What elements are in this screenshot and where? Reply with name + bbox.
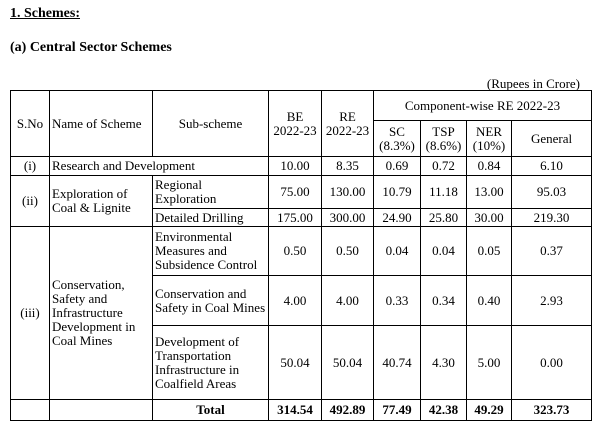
total-sc: 77.49 bbox=[374, 400, 421, 421]
total-empty-cell bbox=[11, 400, 50, 421]
row-ner: 0.05 bbox=[467, 227, 512, 276]
row-general: 219.30 bbox=[512, 209, 592, 227]
total-be: 314.54 bbox=[269, 400, 322, 421]
header-re: RE 2022-23 bbox=[322, 91, 374, 157]
header-sno: S.No bbox=[11, 91, 50, 157]
row-tsp: 0.04 bbox=[421, 227, 467, 276]
row-sc: 0.04 bbox=[374, 227, 421, 276]
header-be: BE 2022-23 bbox=[269, 91, 322, 157]
row-ner: 0.84 bbox=[467, 157, 512, 176]
schemes-table bbox=[10, 90, 592, 421]
row-general: 0.00 bbox=[512, 326, 592, 400]
row-be: 175.00 bbox=[269, 209, 322, 227]
row-subscheme: Environmental Measures and Subsidence Control bbox=[153, 227, 269, 276]
subsection-heading: (a) Central Sector Schemes bbox=[10, 40, 172, 55]
row-sc: 0.69 bbox=[374, 157, 421, 176]
row-tsp: 4.30 bbox=[421, 326, 467, 400]
total-re: 492.89 bbox=[322, 400, 374, 421]
row-general: 95.03 bbox=[512, 176, 592, 209]
table-row bbox=[11, 157, 592, 176]
row-general: 6.10 bbox=[512, 157, 592, 176]
row-scheme-name: Conservation, Safety and Infrastructure Development in Coal Mines bbox=[50, 227, 153, 400]
row-tsp: 25.80 bbox=[421, 209, 467, 227]
row-ner: 13.00 bbox=[467, 176, 512, 209]
row-re: 50.04 bbox=[322, 326, 374, 400]
row-ner: 5.00 bbox=[467, 326, 512, 400]
row-subscheme: Conservation and Safety in Coal Mines bbox=[153, 276, 269, 326]
total-row bbox=[11, 400, 592, 421]
row-ner: 0.40 bbox=[467, 276, 512, 326]
header-tsp: TSP (8.6%) bbox=[421, 121, 467, 157]
row-sno: (i) bbox=[11, 157, 50, 176]
row-subscheme: Detailed Drilling bbox=[153, 209, 269, 227]
row-be: 4.00 bbox=[269, 276, 322, 326]
row-general: 2.93 bbox=[512, 276, 592, 326]
row-re: 300.00 bbox=[322, 209, 374, 227]
header-name: Name of Scheme bbox=[50, 91, 153, 157]
row-sno: (iii) bbox=[11, 227, 50, 400]
row-be: 75.00 bbox=[269, 176, 322, 209]
row-re: 4.00 bbox=[322, 276, 374, 326]
row-general: 0.37 bbox=[512, 227, 592, 276]
unit-note: (Rupees in Crore) bbox=[486, 76, 580, 91]
row-re: 0.50 bbox=[322, 227, 374, 276]
row-sc: 0.33 bbox=[374, 276, 421, 326]
total-tsp: 42.38 bbox=[421, 400, 467, 421]
total-label: Total bbox=[153, 400, 269, 421]
table-row bbox=[11, 176, 592, 209]
row-tsp: 0.34 bbox=[421, 276, 467, 326]
row-re: 130.00 bbox=[322, 176, 374, 209]
row-scheme-name: Research and Development bbox=[50, 157, 269, 176]
row-sc: 24.90 bbox=[374, 209, 421, 227]
header-sc: SC (8.3%) bbox=[374, 121, 421, 157]
row-re: 8.35 bbox=[322, 157, 374, 176]
header-ner: NER (10%) bbox=[467, 121, 512, 157]
header-component: Component-wise RE 2022-23 bbox=[374, 91, 592, 121]
row-be: 0.50 bbox=[269, 227, 322, 276]
total-general: 323.73 bbox=[512, 400, 592, 421]
row-sno: (ii) bbox=[11, 176, 50, 227]
row-be: 50.04 bbox=[269, 326, 322, 400]
total-empty-cell bbox=[50, 400, 153, 421]
row-subscheme: Regional Exploration bbox=[153, 176, 269, 209]
row-subscheme: Development of Transportation Infrastructure in Coalfield Areas bbox=[153, 326, 269, 400]
header-subscheme: Sub-scheme bbox=[153, 91, 269, 157]
section-heading: 1. Schemes: bbox=[10, 6, 80, 21]
row-ner: 30.00 bbox=[467, 209, 512, 227]
row-scheme-name: Exploration of Coal & Lignite bbox=[50, 176, 153, 227]
table-row bbox=[11, 227, 592, 276]
header-general: General bbox=[512, 121, 592, 157]
row-tsp: 0.72 bbox=[421, 157, 467, 176]
row-sc: 10.79 bbox=[374, 176, 421, 209]
row-be: 10.00 bbox=[269, 157, 322, 176]
row-tsp: 11.18 bbox=[421, 176, 467, 209]
row-sc: 40.74 bbox=[374, 326, 421, 400]
total-ner: 49.29 bbox=[467, 400, 512, 421]
